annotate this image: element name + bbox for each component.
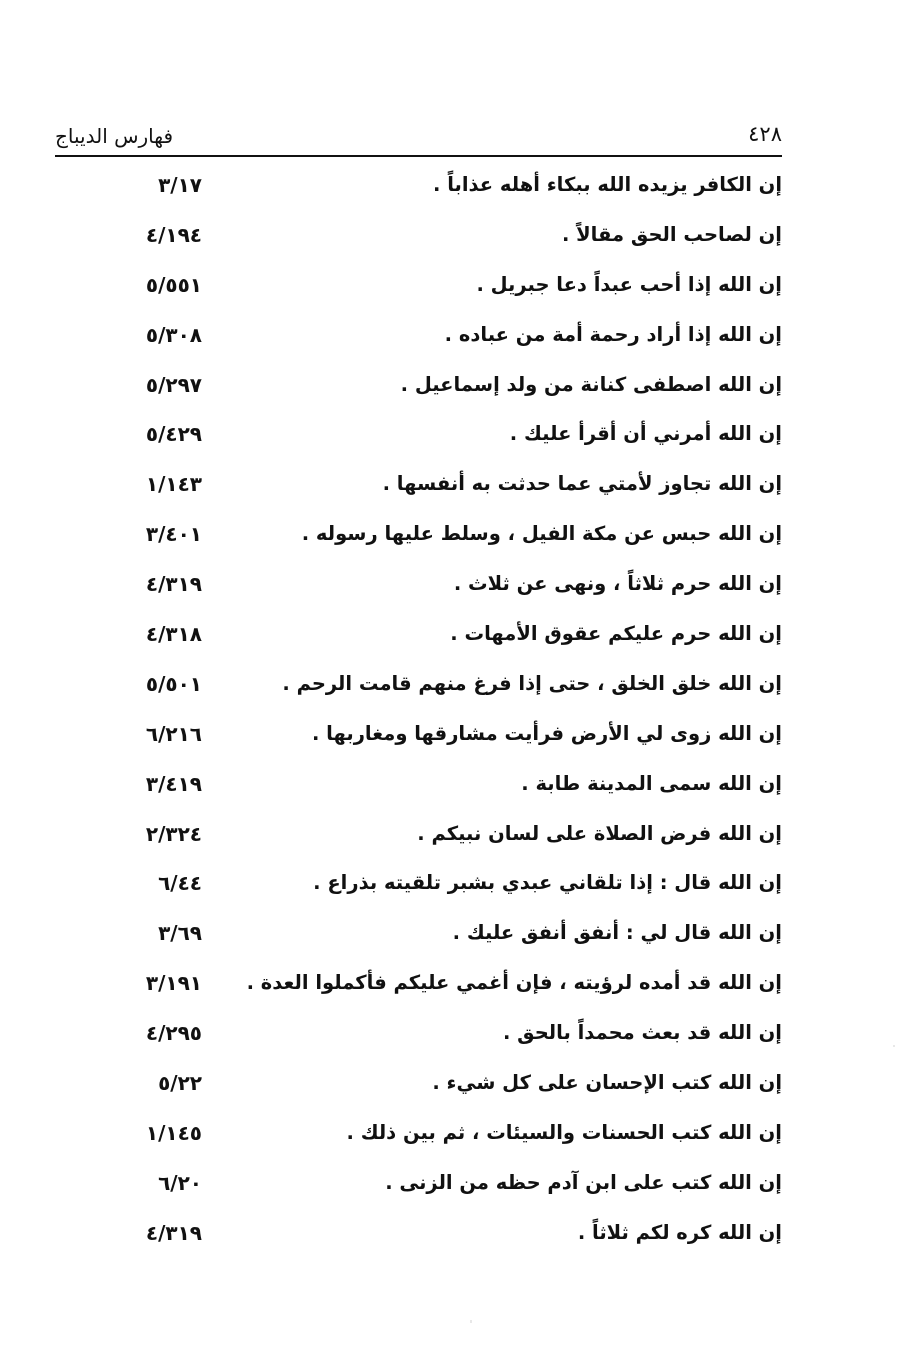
entry-text: إن الله حرم عليكم عقوق الأمهات . [450, 622, 782, 646]
index-entry [55, 214, 782, 264]
entry-reference: ٥/٢٩٧ [145, 372, 202, 397]
entry-reference: ٣/١٩١ [145, 971, 202, 996]
header-divider [55, 155, 782, 157]
entry-reference: ٦/٢١٦ [145, 721, 202, 746]
entry-reference: ٤/٣١٩ [145, 572, 202, 597]
running-title: فهارس الديباج [55, 124, 174, 148]
entry-reference: ١/١٤٣ [145, 472, 202, 497]
entry-reference: ٥/٤٢٩ [145, 422, 202, 447]
entry-text: إن الله قال : إذا تلقاني عبدي بشبر تلقيته بذراع . [313, 871, 782, 895]
index-entry [55, 364, 782, 414]
entry-text: إن الله قال لي : أنفق أنفق عليك . [452, 921, 782, 945]
index-entry [55, 713, 782, 763]
entry-text: إن الكافر يزيده الله ببكاء أهله عذاباً . [433, 173, 782, 196]
entry-text: إن الله إذا أراد رحمة أمة من عباده . [444, 322, 782, 346]
index-entry [55, 613, 782, 663]
entry-reference: ٥/٥٠١ [145, 671, 202, 696]
entry-reference: ٣/٤١٩ [145, 771, 202, 796]
entry-reference: ٤/٢٩٥ [145, 1021, 202, 1046]
entry-text: إن الله زوى لي الأرض فرأيت مشارقها ومغاربها . [311, 721, 782, 745]
page-number: ٤٢٨ [748, 122, 782, 146]
index-entry [55, 1062, 782, 1112]
index-entry [55, 813, 782, 863]
scan-speck [470, 1320, 472, 1323]
entry-reference: ٣/٤٠١ [145, 522, 202, 547]
entry-text: إن الله قد أمده لرؤيته ، فإن أغمي عليكم فأكملوا العدة . [246, 971, 782, 995]
entry-reference: ٣/١٧ [158, 173, 202, 197]
entry-text: إن لصاحب الحق مقالاً . [561, 222, 782, 246]
entry-text: إن الله قد بعث محمداً بالحق . [502, 1021, 782, 1045]
index-entry [55, 164, 782, 214]
entry-text: إن الله خلق الخلق ، حتى إذا فرغ منهم قامت الرحم . [282, 671, 782, 695]
entry-reference: ٤/١٩٤ [145, 222, 202, 247]
index-entry [55, 663, 782, 713]
entry-reference: ١/١٤٥ [145, 1120, 202, 1145]
index-entry [55, 962, 782, 1012]
entry-text: إن الله سمى المدينة طابة . [521, 771, 782, 795]
entry-reference: ٢/٣٢٤ [145, 821, 202, 846]
page-header [55, 118, 782, 154]
index-entry [55, 314, 782, 364]
entry-text: إن الله تجاوز لأمتي عما حدثت به أنفسها . [382, 472, 782, 496]
entry-reference: ٥/٢٢ [158, 1071, 202, 1096]
index-entry [55, 264, 782, 314]
index-entry [55, 763, 782, 813]
index-entry [55, 1162, 782, 1212]
hadith-index-list [55, 164, 782, 1262]
index-entry [55, 513, 782, 563]
entry-reference: ٥/٥٥١ [145, 272, 202, 297]
index-entry [55, 413, 782, 463]
index-entry [55, 1212, 782, 1262]
entry-reference: ٤/٣١٩ [145, 1220, 202, 1245]
entry-text: إن الله فرض الصلاة على لسان نبيكم . [417, 821, 782, 845]
index-entry [55, 563, 782, 613]
entry-text: إن الله كتب الإحسان على كل شيء . [432, 1071, 782, 1095]
entry-reference: ٤/٣١٨ [145, 622, 202, 647]
entry-text: إن الله كتب الحسنات والسيئات ، ثم بين ذلك . [346, 1120, 782, 1144]
entry-text: إن الله حرم ثلاثاً ، ونهى عن ثلاث . [453, 572, 782, 596]
index-entry [55, 912, 782, 962]
index-entry [55, 1112, 782, 1162]
index-entry [55, 463, 782, 513]
entry-text: إن الله إذا أحب عبداً دعا جبريل . [476, 272, 782, 296]
entry-reference: ٦/٤٤ [158, 871, 202, 896]
scan-speck [893, 1045, 895, 1047]
entry-text: إن الله اصطفى كنانة من ولد إسماعيل . [400, 372, 782, 396]
index-entry [55, 1012, 782, 1062]
entry-text: إن الله كره لكم ثلاثاً . [577, 1220, 782, 1244]
entry-reference: ٦/٢٠ [158, 1170, 202, 1195]
entry-text: إن الله أمرني أن أقرأ عليك . [509, 422, 782, 446]
entry-reference: ٥/٣٠٨ [145, 322, 202, 347]
entry-reference: ٣/٦٩ [158, 921, 202, 946]
entry-text: إن الله كتب على ابن آدم حظه من الزنى . [385, 1170, 782, 1194]
entry-text: إن الله حبس عن مكة الفيل ، وسلط عليها رسوله . [301, 522, 782, 546]
index-entry [55, 862, 782, 912]
